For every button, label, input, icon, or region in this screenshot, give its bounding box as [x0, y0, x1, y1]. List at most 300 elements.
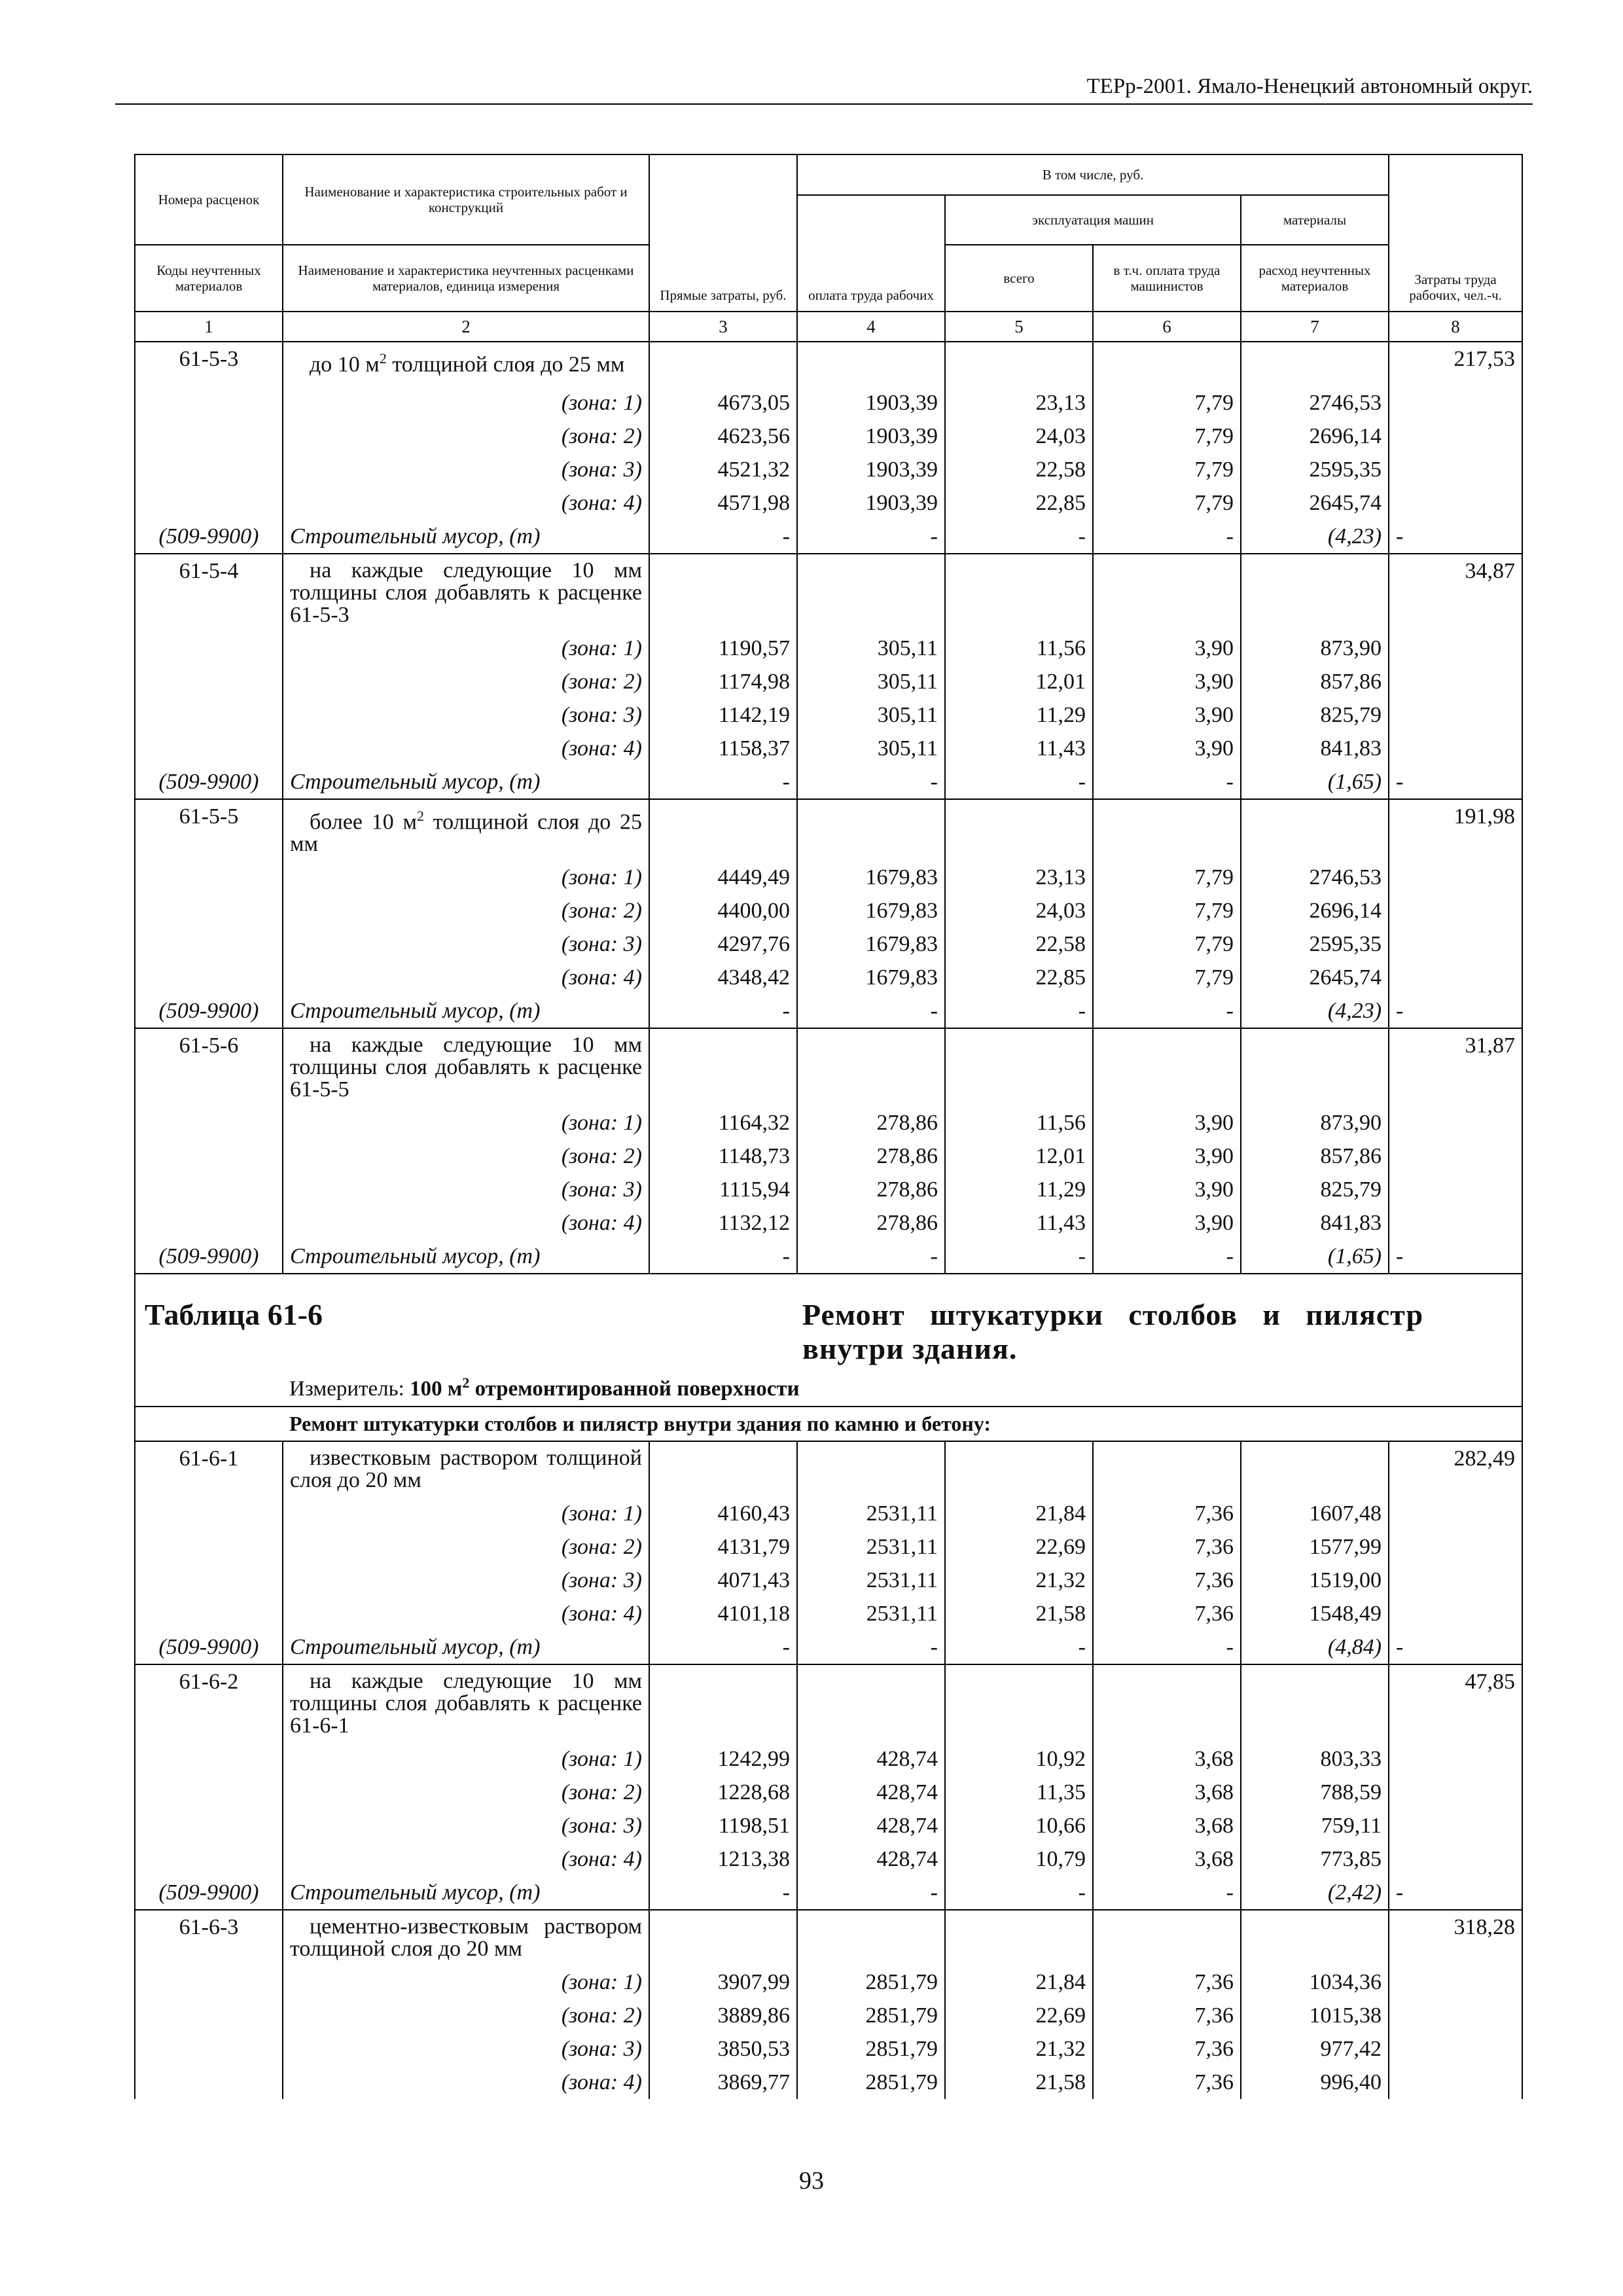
direct-cost: 1158,37: [649, 732, 797, 765]
machinists-pay: 7,79: [1093, 894, 1241, 927]
material-code: (509-9900): [135, 520, 283, 554]
machinists-pay: 7,79: [1093, 861, 1241, 894]
direct-cost: 4400,00: [649, 894, 797, 927]
material-row: [135, 994, 1522, 1028]
col-code-top: Номера расценок: [135, 154, 283, 245]
labor-pay: 428,74: [797, 1842, 945, 1876]
machinists-pay: 7,36: [1093, 1597, 1241, 1630]
material-name: Строительный мусор, (т): [283, 1630, 649, 1664]
col-name-top: Наименование и характеристика строительных работ и конструкций: [283, 154, 649, 245]
table-title-row: [135, 1274, 1522, 1366]
col-number: 8: [1389, 312, 1522, 342]
machines-total: 22,58: [945, 927, 1093, 961]
zone-label: (зона: 2): [283, 1776, 649, 1809]
empty-cell: [135, 486, 283, 520]
zone-label: (зона: 3): [283, 927, 649, 961]
col-machines: эксплуатация машин: [945, 195, 1241, 245]
labor-pay: 1679,83: [797, 961, 945, 994]
measure-unit: отремонтированной поверхности: [469, 1377, 800, 1401]
machinists-pay: 7,36: [1093, 1965, 1241, 1999]
machines-total: 21,32: [945, 1564, 1093, 1597]
empty-cell: [135, 894, 283, 927]
material-dash: -: [797, 1240, 945, 1274]
table-label: Таблица 61-6: [135, 1274, 797, 1366]
material-dash: -: [649, 1240, 797, 1274]
empty-cell: [135, 1564, 283, 1597]
empty-cell: [1093, 342, 1241, 386]
empty-cell: [945, 799, 1093, 861]
machines-total: 10,92: [945, 1742, 1093, 1776]
material-dash: -: [945, 765, 1093, 799]
col-number: 1: [135, 312, 283, 342]
materials-cost: 1607,48: [1241, 1497, 1389, 1530]
direct-cost: 4297,76: [649, 927, 797, 961]
machinists-pay: 3,68: [1093, 1842, 1241, 1876]
rate-name-text: [290, 348, 642, 376]
zone-row: [135, 386, 1522, 420]
rate-code: 61-5-3: [135, 342, 283, 386]
material-row: [135, 1630, 1522, 1664]
machinists-pay: 7,36: [1093, 1530, 1241, 1564]
materials-cost: 873,90: [1241, 1106, 1389, 1139]
zone-label: (зона: 4): [283, 961, 649, 994]
rate-name-text: известковым раствором толщиной слоя до 20 мм: [290, 1446, 642, 1493]
zone-row: [135, 1809, 1522, 1842]
materials-cost: 996,40: [1241, 2066, 1389, 2099]
zone-label: (зона: 1): [283, 861, 649, 894]
empty-cell: [1389, 894, 1522, 927]
zone-row: [135, 1999, 1522, 2032]
rate-name-part: до 10 м: [310, 352, 380, 377]
materials-cost: 2645,74: [1241, 961, 1389, 994]
material-dash: -: [797, 1876, 945, 1910]
measure-prefix: Измеритель:: [289, 1377, 410, 1401]
labor-pay: 2851,79: [797, 1999, 945, 2032]
empty-cell: [649, 1028, 797, 1106]
rate-name: [283, 1664, 649, 1742]
zone-label: (зона: 1): [283, 632, 649, 665]
machines-total: 22,85: [945, 486, 1093, 520]
zone-row: [135, 1530, 1522, 1564]
empty-cell: [797, 342, 945, 386]
machinists-pay: 7,36: [1093, 1999, 1241, 2032]
empty-cell: [649, 1664, 797, 1742]
labor-pay: 305,11: [797, 632, 945, 665]
empty-cell: [1389, 1842, 1522, 1876]
machines-total: 21,84: [945, 1965, 1093, 1999]
empty-cell: [1389, 1999, 1522, 2032]
labor-value: 318,28: [1389, 1910, 1522, 1965]
empty-cell: [135, 1999, 283, 2032]
zone-row: [135, 961, 1522, 994]
labor-pay: 2851,79: [797, 2032, 945, 2066]
zone-label: (зона: 4): [283, 1206, 649, 1240]
empty-cell: [797, 1664, 945, 1742]
material-code: (509-9900): [135, 994, 283, 1028]
zone-label: (зона: 2): [283, 894, 649, 927]
empty-cell: [649, 799, 797, 861]
zone-label: (зона: 1): [283, 386, 649, 420]
machinists-pay: 3,90: [1093, 632, 1241, 665]
material-dash: -: [945, 1876, 1093, 1910]
material-dash: -: [797, 1630, 945, 1664]
empty-cell: [135, 698, 283, 732]
materials-cost: 1548,49: [1241, 1597, 1389, 1630]
empty-cell: [1389, 732, 1522, 765]
empty-cell: [1389, 861, 1522, 894]
empty-cell: [1389, 386, 1522, 420]
zone-label: (зона: 2): [283, 1530, 649, 1564]
empty-cell: [797, 1441, 945, 1497]
col-materials-unaccounted: расход неучтенных материалов: [1241, 245, 1389, 312]
zone-row: [135, 2066, 1522, 2099]
rate-name-part: толщиной слоя до 25 мм: [290, 810, 643, 857]
materials-cost: 825,79: [1241, 1173, 1389, 1206]
table-title: Ремонт штукатурки столбов и пилястр внутри здания.: [797, 1274, 1522, 1366]
empty-cell: [1389, 1597, 1522, 1630]
material-dash: -: [1093, 994, 1241, 1028]
page-number: 93: [799, 2167, 824, 2195]
empty-cell: [135, 1776, 283, 1809]
rate-name: [283, 1910, 649, 1965]
zone-label: (зона: 4): [283, 1597, 649, 1630]
material-name: Строительный мусор, (т): [283, 765, 649, 799]
empty-cell: [1241, 1441, 1389, 1497]
empty-cell: [1389, 1742, 1522, 1776]
rate-name: [283, 1441, 649, 1497]
material-dash: -: [649, 520, 797, 554]
rate-code: 61-6-3: [135, 1910, 283, 1965]
machines-total: 24,03: [945, 894, 1093, 927]
empty-cell: [1241, 1910, 1389, 1965]
direct-cost: 1198,51: [649, 1809, 797, 1842]
materials-cost: 2696,14: [1241, 420, 1389, 453]
zone-row: [135, 1139, 1522, 1173]
zone-row: [135, 1497, 1522, 1530]
zone-label: (зона: 3): [283, 1564, 649, 1597]
zone-row: [135, 927, 1522, 961]
empty-cell: [945, 1028, 1093, 1106]
rate-name: [283, 1028, 649, 1106]
empty-cell: [135, 927, 283, 961]
machinists-pay: 3,68: [1093, 1776, 1241, 1809]
measure-sup: 2: [462, 1374, 470, 1391]
direct-cost: 4571,98: [649, 486, 797, 520]
material-quantity: (4,84): [1241, 1630, 1389, 1664]
col-number: 7: [1241, 312, 1389, 342]
machines-total: 22,69: [945, 1999, 1093, 2032]
empty-cell: [1389, 1530, 1522, 1564]
empty-cell: [945, 1664, 1093, 1742]
labor-pay: 1903,39: [797, 486, 945, 520]
direct-cost: 1190,57: [649, 632, 797, 665]
empty-cell: [135, 961, 283, 994]
col-number: 6: [1093, 312, 1241, 342]
machines-total: 10,66: [945, 1809, 1093, 1842]
machinists-pay: 3,90: [1093, 1173, 1241, 1206]
labor-pay: 428,74: [797, 1742, 945, 1776]
column-numbers-row: [135, 312, 1522, 342]
rate-name-text: на каждые следующие 10 мм толщины слоя добавлять к расценке 61-5-3: [290, 558, 642, 627]
direct-cost: 4673,05: [649, 386, 797, 420]
material-dash: -: [1389, 1876, 1522, 1910]
labor-pay: 305,11: [797, 665, 945, 698]
material-dash: -: [945, 1630, 1093, 1664]
empty-cell: [797, 1910, 945, 1965]
empty-cell: [1389, 2032, 1522, 2066]
materials-cost: 857,86: [1241, 1139, 1389, 1173]
material-code: (509-9900): [135, 765, 283, 799]
col-including: В том числе, руб.: [797, 154, 1389, 195]
empty-cell: [1389, 1965, 1522, 1999]
empty-cell: [135, 1206, 283, 1240]
col-materials: материалы: [1241, 195, 1389, 245]
machinists-pay: 7,36: [1093, 1497, 1241, 1530]
zone-row: [135, 1842, 1522, 1876]
materials-cost: 1519,00: [1241, 1564, 1389, 1597]
machines-total: 21,58: [945, 1597, 1093, 1630]
rates-table: [134, 154, 1523, 2099]
machinists-pay: 3,90: [1093, 732, 1241, 765]
labor-value: 217,53: [1389, 342, 1522, 386]
labor-value: 34,87: [1389, 554, 1522, 632]
zone-label: (зона: 1): [283, 1742, 649, 1776]
material-name: Строительный мусор, (т): [283, 520, 649, 554]
direct-cost: 4623,56: [649, 420, 797, 453]
empty-cell: [797, 554, 945, 632]
machinists-pay: 3,90: [1093, 698, 1241, 732]
machines-total: 11,56: [945, 1106, 1093, 1139]
materials-cost: 2696,14: [1241, 894, 1389, 927]
col-code-bottom: Коды неучтенных материалов: [135, 245, 283, 312]
zone-row: [135, 1742, 1522, 1776]
machines-total: 10,79: [945, 1842, 1093, 1876]
zone-row: [135, 1776, 1522, 1809]
materials-cost: 825,79: [1241, 698, 1389, 732]
zone-row: [135, 732, 1522, 765]
zone-label: (зона: 2): [283, 1139, 649, 1173]
labor-pay: 2851,79: [797, 2066, 945, 2099]
direct-cost: 1228,68: [649, 1776, 797, 1809]
empty-cell: [1093, 1441, 1241, 1497]
empty-cell: [945, 342, 1093, 386]
empty-cell: [1389, 927, 1522, 961]
material-name: Строительный мусор, (т): [283, 1240, 649, 1274]
material-name: Строительный мусор, (т): [283, 994, 649, 1028]
empty-cell: [1093, 1910, 1241, 1965]
direct-cost: 4160,43: [649, 1497, 797, 1530]
material-dash: -: [945, 994, 1093, 1028]
empty-cell: [135, 632, 283, 665]
labor-pay: 1903,39: [797, 420, 945, 453]
col-machines-total: всего: [945, 245, 1093, 312]
material-dash: -: [1389, 1240, 1522, 1274]
zone-row: [135, 1106, 1522, 1139]
empty-cell: [649, 342, 797, 386]
empty-cell: [1389, 420, 1522, 453]
material-dash: -: [649, 1630, 797, 1664]
col-number: 5: [945, 312, 1093, 342]
subheading-spacer: [135, 1407, 283, 1441]
labor-pay: 305,11: [797, 698, 945, 732]
entry-row: [135, 1910, 1522, 1965]
empty-cell: [135, 1597, 283, 1630]
machines-total: 11,43: [945, 732, 1093, 765]
empty-cell: [135, 386, 283, 420]
material-dash: -: [797, 520, 945, 554]
labor-pay: 2531,11: [797, 1597, 945, 1630]
col-name-bottom: Наименование и характеристика неучтенных расценками материалов, единица измерения: [283, 245, 649, 312]
empty-cell: [135, 861, 283, 894]
rate-code: 61-5-4: [135, 554, 283, 632]
empty-cell: [945, 1441, 1093, 1497]
empty-cell: [1241, 554, 1389, 632]
empty-cell: [1389, 1776, 1522, 1809]
machines-total: 21,84: [945, 1497, 1093, 1530]
empty-cell: [135, 1809, 283, 1842]
rate-code: 61-5-5: [135, 799, 283, 861]
direct-cost: 3907,99: [649, 1965, 797, 1999]
materials-cost: 857,86: [1241, 665, 1389, 698]
machinists-pay: 3,68: [1093, 1809, 1241, 1842]
labor-pay: 1679,83: [797, 894, 945, 927]
labor-pay: 1903,39: [797, 386, 945, 420]
empty-cell: [135, 1530, 283, 1564]
machines-total: 11,29: [945, 698, 1093, 732]
zone-row: [135, 1173, 1522, 1206]
empty-cell: [945, 1910, 1093, 1965]
labor-value: 31,87: [1389, 1028, 1522, 1106]
machines-total: 22,69: [945, 1530, 1093, 1564]
machinists-pay: 3,68: [1093, 1742, 1241, 1776]
material-code: (509-9900): [135, 1876, 283, 1910]
empty-cell: [1389, 1809, 1522, 1842]
empty-cell: [1389, 1564, 1522, 1597]
zone-row: [135, 861, 1522, 894]
col-direct: Прямые затраты, руб.: [649, 154, 797, 312]
machines-total: 21,58: [945, 2066, 1093, 2099]
materials-cost: 2746,53: [1241, 386, 1389, 420]
rate-name-part: более 10 м: [310, 810, 417, 834]
measure-spacer: [135, 1366, 283, 1407]
material-dash: -: [649, 765, 797, 799]
empty-cell: [135, 2032, 283, 2066]
material-dash: -: [1093, 1240, 1241, 1274]
empty-cell: [135, 1965, 283, 1999]
zone-label: (зона: 3): [283, 2032, 649, 2066]
empty-cell: [649, 1441, 797, 1497]
zone-label: (зона: 1): [283, 1497, 649, 1530]
materials-cost: 773,85: [1241, 1842, 1389, 1876]
zone-row: [135, 665, 1522, 698]
direct-cost: 1115,94: [649, 1173, 797, 1206]
zone-row: [135, 453, 1522, 486]
material-dash: -: [945, 1240, 1093, 1274]
material-row: [135, 765, 1522, 799]
labor-value: 191,98: [1389, 799, 1522, 861]
empty-cell: [649, 1910, 797, 1965]
machines-total: 11,43: [945, 1206, 1093, 1240]
zone-row: [135, 486, 1522, 520]
zone-row: [135, 894, 1522, 927]
zone-label: (зона: 3): [283, 453, 649, 486]
machines-total: 11,35: [945, 1776, 1093, 1809]
machinists-pay: 3,90: [1093, 1206, 1241, 1240]
direct-cost: 3869,77: [649, 2066, 797, 2099]
empty-cell: [797, 799, 945, 861]
materials-cost: 2595,35: [1241, 453, 1389, 486]
empty-cell: [1389, 1173, 1522, 1206]
empty-cell: [135, 1497, 283, 1530]
machines-total: 23,13: [945, 386, 1093, 420]
material-dash: -: [1093, 520, 1241, 554]
zone-row: [135, 420, 1522, 453]
materials-cost: 2746,53: [1241, 861, 1389, 894]
labor-pay: 1679,83: [797, 861, 945, 894]
material-row: [135, 520, 1522, 554]
machines-total: 22,85: [945, 961, 1093, 994]
running-header: ТЕРр-2001. Ямало-Ненецкий автономный округ.: [1086, 75, 1533, 98]
zone-row: [135, 698, 1522, 732]
empty-cell: [135, 1139, 283, 1173]
machines-total: 12,01: [945, 1139, 1093, 1173]
zone-row: [135, 1206, 1522, 1240]
rate-name-text: на каждые следующие 10 мм толщины слоя добавлять к расценке 61-5-5: [290, 1033, 642, 1102]
labor-value: 282,49: [1389, 1441, 1522, 1497]
material-dash: -: [1389, 994, 1522, 1028]
zone-label: (зона: 4): [283, 486, 649, 520]
rate-name-sup: 2: [379, 350, 387, 367]
col-number: 4: [797, 312, 945, 342]
measure-value: 100 м: [410, 1377, 463, 1401]
col-labor: Затраты труда рабочих, чел.-ч.: [1389, 154, 1522, 312]
machines-total: 21,32: [945, 2032, 1093, 2066]
machines-total: 22,58: [945, 453, 1093, 486]
col-number: 2: [283, 312, 649, 342]
rate-name-part: толщиной слоя до 25 мм: [386, 352, 625, 377]
material-quantity: (4,23): [1241, 520, 1389, 554]
labor-pay: 278,86: [797, 1106, 945, 1139]
machinists-pay: 7,79: [1093, 386, 1241, 420]
materials-cost: 1577,99: [1241, 1530, 1389, 1564]
materials-cost: 841,83: [1241, 1206, 1389, 1240]
empty-cell: [1389, 1206, 1522, 1240]
material-code: (509-9900): [135, 1240, 283, 1274]
rate-name: [283, 342, 649, 386]
machinists-pay: 7,79: [1093, 486, 1241, 520]
zone-row: [135, 1597, 1522, 1630]
empty-cell: [1389, 486, 1522, 520]
empty-cell: [135, 2066, 283, 2099]
rate-name-text: [290, 805, 642, 855]
zone-label: (зона: 3): [283, 698, 649, 732]
material-dash: -: [1389, 765, 1522, 799]
zone-label: (зона: 2): [283, 1999, 649, 2032]
empty-cell: [1389, 453, 1522, 486]
machines-total: 23,13: [945, 861, 1093, 894]
empty-cell: [797, 1028, 945, 1106]
materials-cost: 2645,74: [1241, 486, 1389, 520]
materials-cost: 1015,38: [1241, 1999, 1389, 2032]
direct-cost: 4348,42: [649, 961, 797, 994]
material-dash: -: [1389, 520, 1522, 554]
machinists-pay: 3,90: [1093, 665, 1241, 698]
empty-cell: [1241, 799, 1389, 861]
machines-total: 12,01: [945, 665, 1093, 698]
material-row: [135, 1240, 1522, 1274]
measure-text: [283, 1366, 1522, 1407]
zone-label: (зона: 2): [283, 665, 649, 698]
